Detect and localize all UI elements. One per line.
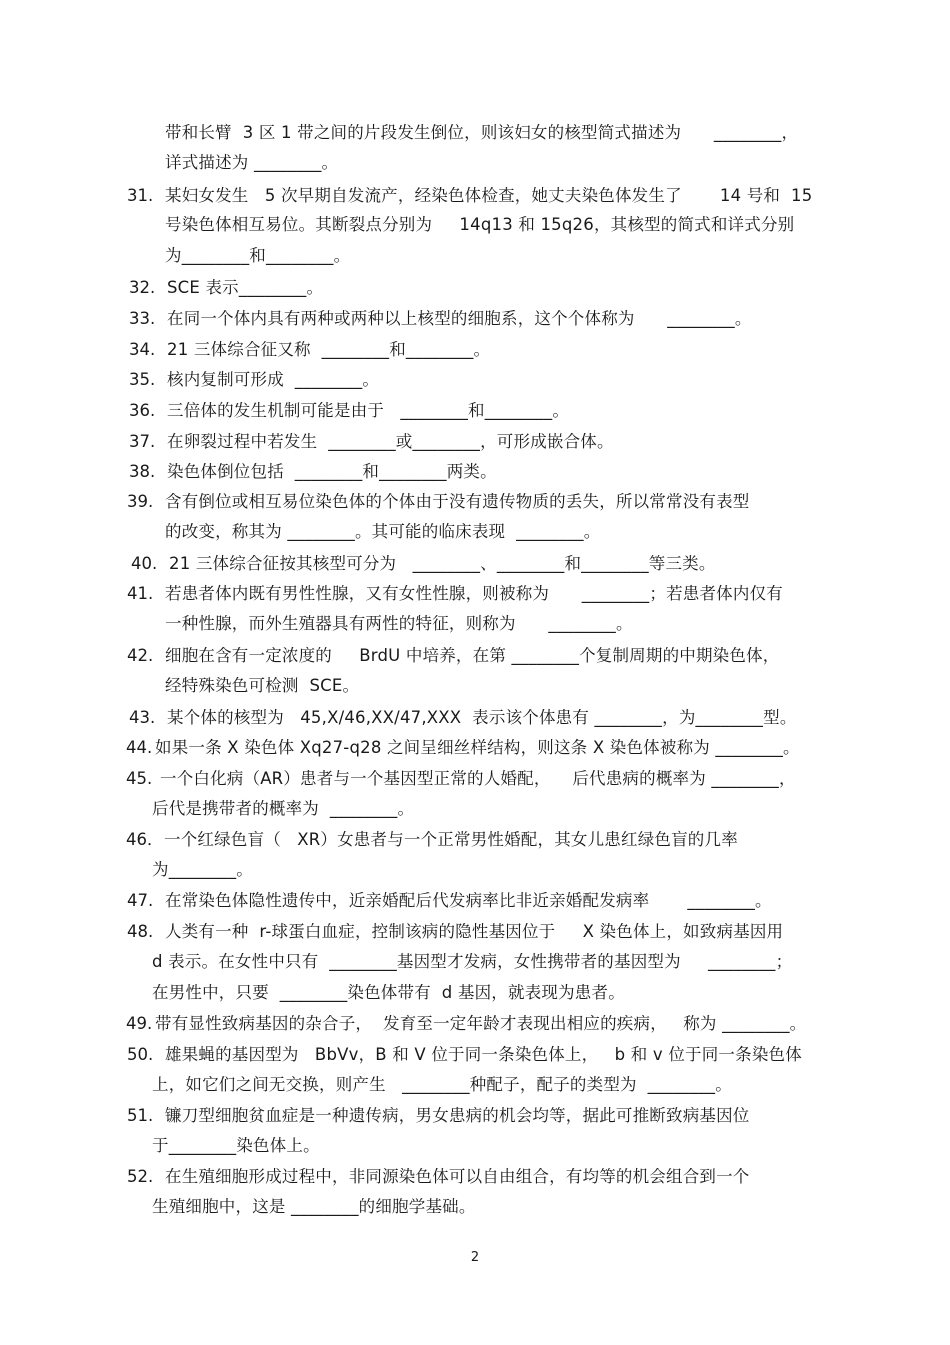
text-line: 于________染色体上。 — [152, 1136, 320, 1155]
text-line: 镰刀型细胞贫血症是一种遗传病，男女患病的机会均等，据此可推断致病基因位 — [165, 1106, 750, 1125]
text-line: 详式描述为 ________。 — [165, 153, 339, 172]
text-line: 为________。 — [152, 860, 253, 879]
question-number: 38. — [129, 462, 156, 481]
question-number: 36. — [129, 401, 156, 420]
text-line: 的改变，称其为 ________。其可能的临床表现 ________。 — [165, 522, 601, 541]
text-line: 一种性腺，而外生殖器具有两性的特征，则称为 ________。 — [165, 614, 633, 633]
question-number: 39. — [127, 492, 154, 511]
text-line: 在卵裂过程中若发生 ________或________，可形成嵌合体。 — [167, 432, 614, 451]
question-number: 35. — [129, 370, 156, 389]
text-line: SCE 表示________。 — [167, 278, 324, 297]
text-line: 在常染色体隐性遗传中，近亲婚配后代发病率比非近亲婚配发病率 ________。 — [165, 891, 772, 910]
question-number: 45. — [126, 769, 153, 788]
text-line: 21 三体综合征按其核型可分为 ________、________和________等三类。 — [169, 554, 716, 573]
question-number: 44. — [126, 738, 153, 757]
text-line: 一个白化病（AR）患者与一个基因型正常的人婚配， 后代患病的概率为 ________， — [160, 769, 796, 788]
page-number: 2 — [470, 1250, 480, 1265]
text-line: 后代是携带者的概率为 ________。 — [152, 799, 415, 818]
text-line: 某妇女发生 5 次早期自发流产，经染色体检查，她丈夫染色体发生了 14 号和 15 — [165, 186, 813, 205]
text-line: 经特殊染色可检测 SCE。 — [165, 676, 360, 695]
text-line: 若患者体内既有男性性腺，又有女性性腺，则被称为 ________；若患者体内仅有 — [165, 584, 783, 603]
question-number: 41. — [127, 584, 154, 603]
question-number: 49. — [126, 1014, 153, 1033]
question-number: 37. — [129, 432, 156, 451]
text-line: 带和长臂 3 区 1 带之间的片段发生倒位，则该妇女的核型简式描述为 ________， — [165, 123, 799, 142]
text-line: d 表示。在女性中只有 ________基因型才发病，女性携带者的基因型为 ________； — [152, 952, 793, 971]
question-number: 50. — [127, 1045, 154, 1064]
question-number: 46． — [126, 830, 164, 849]
text-line: 含有倒位或相互易位染色体的个体由于没有遗传物质的丢失，所以常常没有表型 — [165, 492, 750, 511]
text-line: 带有显性致病基因的杂合子， 发育至一定年龄才表现出相应的疾病， 称为 ________。 — [155, 1014, 807, 1033]
text-line: 在同一个体内具有两种或两种以上核型的细胞系，这个个体称为 ________。 — [167, 309, 752, 328]
question-number: 40. — [131, 554, 158, 573]
text-line: 生殖细胞中，这是 ________的细胞学基础。 — [152, 1197, 476, 1216]
question-number: 47. — [127, 891, 154, 910]
text-line: 为________和________。 — [165, 246, 351, 265]
question-number: 52. — [127, 1167, 154, 1186]
text-line: 某个体的核型为 45,X/46,XX/47,XXX 表示该个体患有 ________，为________型。 — [167, 708, 797, 727]
question-number: 31. — [127, 186, 154, 205]
text-line: 如果一条 X 染色体 Xq27-q28 之间呈细丝样结构，则这条 X 染色体被称为 ________。 — [155, 738, 800, 757]
question-number: 51. — [127, 1106, 154, 1125]
text-line: 一个红绿色盲（ XR）女患者与一个正常男性婚配，其女儿患红绿色盲的几率 — [164, 830, 738, 849]
question-number: 34. — [129, 340, 156, 359]
question-number: 43. — [129, 708, 156, 727]
text-line: 雄果蝇的基因型为 BbVv，B 和 V 位于同一条染色体上， b 和 v 位于同一条染色体 — [165, 1045, 802, 1064]
text-line: 号染色体相互易位。其断裂点分别为 14q13 和 15q26，其核型的简式和详式分别 — [165, 215, 795, 234]
text-line: 在男性中，只要 ________染色体带有 d 基因，就表现为患者。 — [152, 983, 625, 1002]
text-line: 上，如它们之间无交换，则产生 ________种配子，配子的类型为 ________。 — [152, 1075, 732, 1094]
text-line: 人类有一种 r-球蛋白血症，控制该病的隐性基因位于 X 染色体上，如致病基因用 — [165, 922, 784, 941]
text-line: 三倍体的发生机制可能是由于 ________和________。 — [167, 401, 570, 420]
question-number: 42. — [127, 646, 154, 665]
text-line: 染色体倒位包括 ________和________两类。 — [167, 462, 497, 481]
question-number: 48. — [127, 922, 154, 941]
question-number: 33. — [129, 309, 156, 328]
text-line: 核内复制可形成 ________。 — [167, 370, 380, 389]
text-line: 在生殖细胞形成过程中，非同源染色体可以自由组合，有均等的机会组合到一个 — [165, 1167, 750, 1186]
question-number: 32. — [129, 278, 156, 297]
text-line: 21 三体综合征又称 ________和________。 — [167, 340, 491, 359]
text-line: 细胞在含有一定浓度的 BrdU 中培养，在第 ________个复制周期的中期染色体， — [165, 646, 780, 665]
